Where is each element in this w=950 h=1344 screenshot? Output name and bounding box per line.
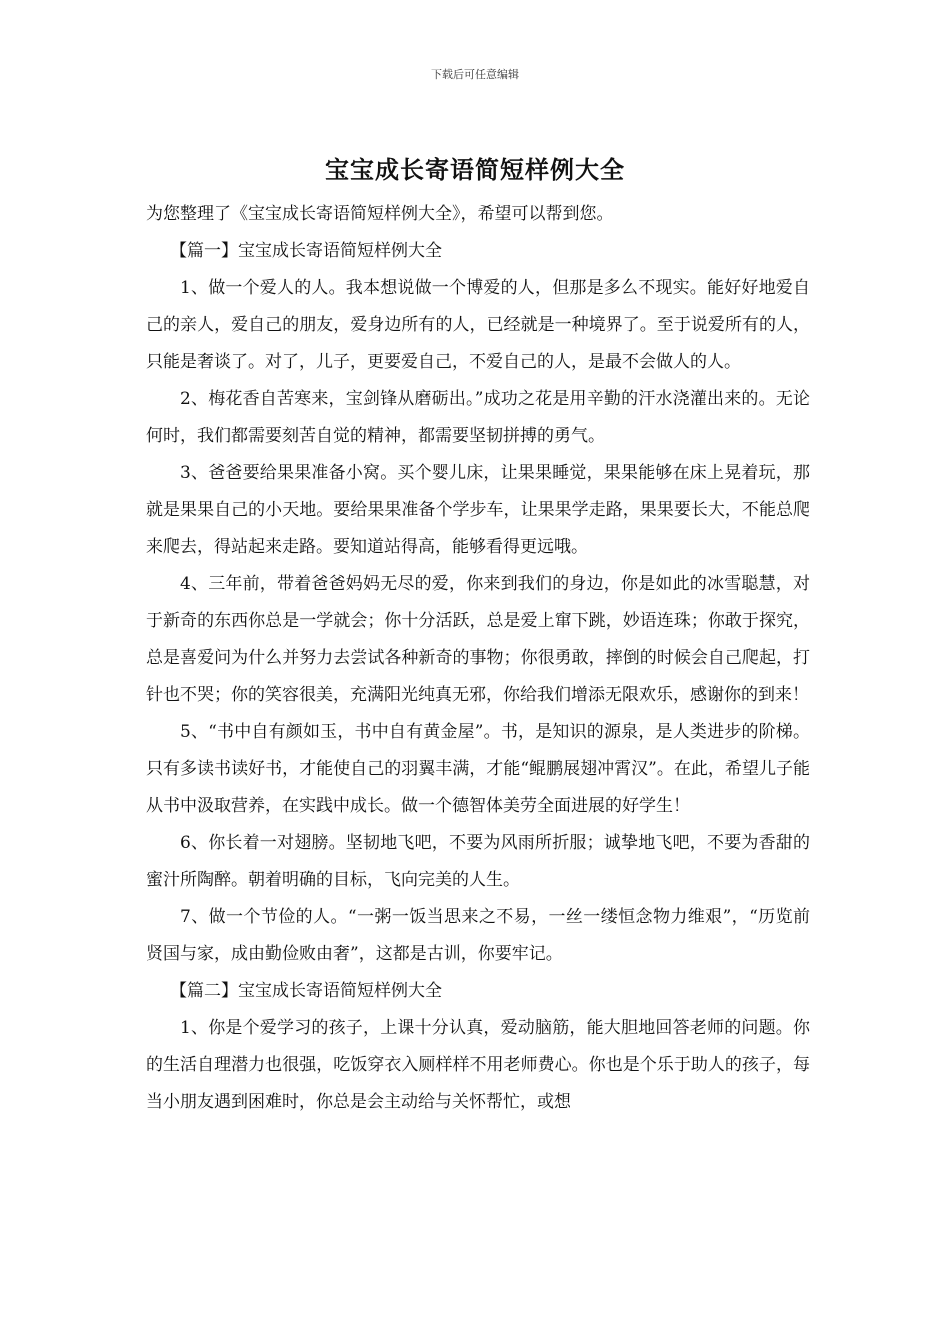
paragraph: 3、爸爸要给果果准备小窝。买个婴儿床，让果果睡觉，果果能够在床上晃着玩，那就是果果自己的小天地。要给果果准备个学步车，让果果学走路，果果要长大，不能总爬来爬去，得站起来走路。要知道站得高，能够看得更远哦。 [146,463,810,557]
paragraph: 1、你是个爱学习的孩子，上课十分认真，爱动脑筋，能大胆地回答老师的问题。你的生活自理潜力也很强，吃饭穿衣入厕样样不用老师费心。你也是个乐于助人的孩子，每当小朋友遇到困难时，你总是会主动给与关怀帮忙，或想 [146,1018,810,1112]
section-heading: 【篇二】宝宝成长寄语简短样例大全 [170,981,442,1001]
paragraph: 5、“书中自有颜如玉，书中自有黄金屋”。书，是知识的源泉，是人类进步的阶梯。只有多读书读好书，才能使自己的羽翼丰满，才能“鲲鹏展翅冲霄汉”。在此，希望儿子能从书中汲取营养，在实践中成长。做一个德智体美劳全面进展的好学生！ [146,722,810,816]
document-body [146,196,810,1121]
section-heading: 【篇一】宝宝成长寄语简短样例大全 [170,241,442,261]
header-note: 下载后可任意编辑 [431,68,519,81]
document-title: 宝宝成长寄语简短样例大全 [325,155,625,184]
paragraph: 2、梅花香自苦寒来，宝剑锋从磨砺出。”成功之花是用辛勤的汗水浇灌出来的。无论何时，我们都需要刻苦自觉的精神，都需要坚韧拼搏的勇气。 [146,389,810,446]
paragraph: 4、三年前，带着爸爸妈妈无尽的爱，你来到我们的身边，你是如此的冰雪聪慧，对于新奇的东西你总是一学就会；你十分活跃，总是爱上窜下跳，妙语连珠；你敢于探究，总是喜爱问为什么并努力去尝试各种新奇的事物；你很勇敢，摔倒的时候会自己爬起，打针也不哭；你的笑容很美，充满阳光纯真无邪，你给我们增添无限欢乐，感谢你的到来！ [146,574,810,705]
paragraph: 1、做一个爱人的人。我本想说做一个博爱的人，但那是多么不现实。能好好地爱自己的亲人，爱自己的朋友，爱身边所有的人，已经就是一种境界了。至于说爱所有的人，只能是奢谈了。对了，儿子，更要爱自己，不爱自己的人，是最不会做人的人。 [146,278,810,372]
paragraph: 7、做一个节俭的人。“一粥一饭当思来之不易，一丝一缕恒念物力维艰”，“历览前贤国与家，成由勤俭败由奢”，这都是古训，你要牢记。 [146,907,810,964]
paragraph: 6、你长着一对翅膀。坚韧地飞吧，不要为风雨所折服；诚挚地飞吧，不要为香甜的蜜汁所陶醉。朝着明确的目标，飞向完美的人生。 [146,833,810,890]
intro-paragraph: 为您整理了《宝宝成长寄语简短样例大全》，希望可以帮到您。 [146,204,614,224]
